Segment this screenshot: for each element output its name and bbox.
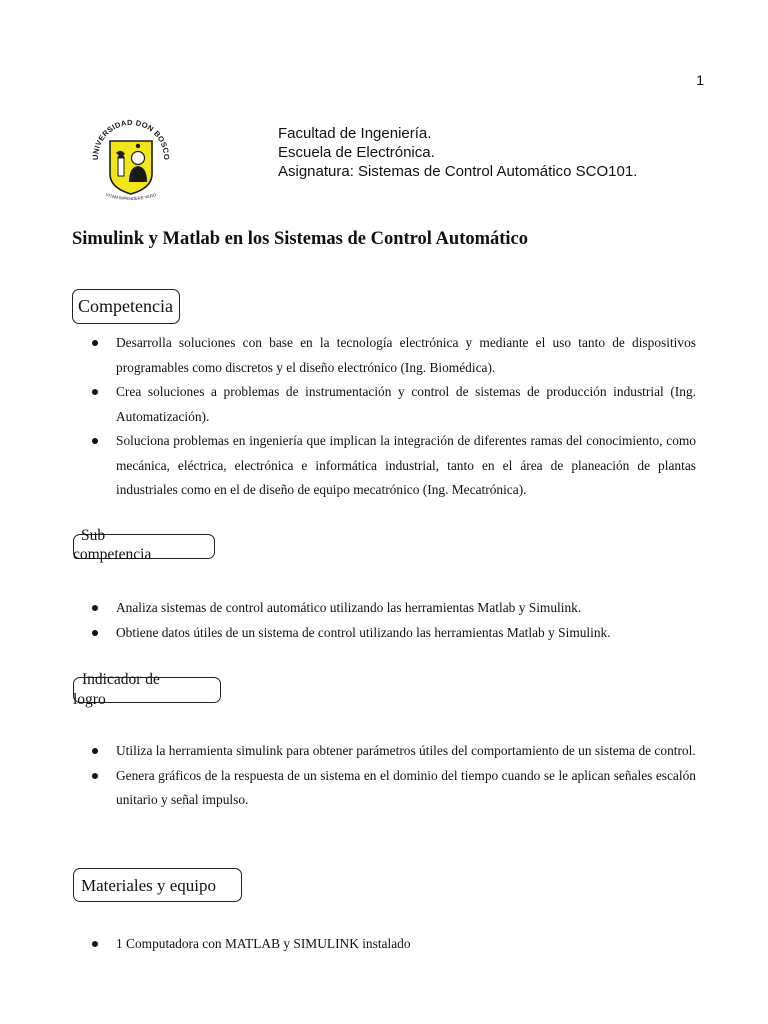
- page-number: 1: [696, 72, 704, 88]
- section-title-indicador-line1: Indicador de: [82, 671, 160, 688]
- list-item: Crea soluciones a problemas de instrumentación y control de sistemas de producción industrial (Ing. Automatización).: [92, 380, 696, 429]
- header-subject: Asignatura: Sistemas de Control Automático SCO101.: [278, 163, 638, 180]
- logo-bottom-text: VITAM IMPENDERE VERO: [105, 192, 157, 202]
- logo-head: [132, 152, 145, 165]
- list-item: Desarrolla soluciones con base en la tecnología electrónica y mediante el uso tanto de dispositivos programables como discretos y el diseño electrónico (Ing. Biomédica).: [92, 331, 696, 380]
- section-title-subcompetencia-line2: competencia: [73, 546, 152, 563]
- document-header: [278, 124, 637, 181]
- competencia-list: [92, 331, 696, 503]
- university-logo: [88, 108, 174, 208]
- list-item: Utiliza la herramienta simulink para obtener parámetros útiles del comportamiento de un sistema de control.: [92, 739, 696, 764]
- section-title-indicador-line2: logro: [73, 691, 106, 708]
- bullet-icon: [92, 340, 98, 346]
- bullet-icon: [92, 389, 98, 395]
- bullet-icon: [92, 630, 98, 636]
- header-school: Escuela de Electrónica.: [278, 144, 435, 161]
- list-item: Soluciona problemas en ingeniería que implican la integración de diferentes ramas del conocimiento, como mecánica, eléctrica, electrónica e informática industrial, tanto en el área de planeación de plantas industriales como en el de diseño de equipo mecatrónico (Ing. Mecatrónica).: [92, 429, 696, 503]
- list-item: Genera gráficos de la respuesta de un sistema en el dominio del tiempo cuando se le aplican señales escalón unitario y señal impulso.: [92, 764, 696, 813]
- document-title: Simulink y Matlab en los Sistemas de Control Automático: [72, 229, 529, 249]
- logo-shield: [110, 141, 152, 194]
- bullet-icon: [92, 941, 98, 947]
- bullet-icon: [92, 748, 98, 754]
- bullet-icon: [92, 773, 98, 779]
- logo-tower: [118, 158, 124, 176]
- header-faculty: Facultad de Ingeniería.: [278, 125, 432, 142]
- bullet-icon: [92, 438, 98, 444]
- logo-top-text: UNIVERSIDAD DON BOSCO: [90, 117, 172, 161]
- section-title-materiales: Materiales y equipo: [81, 876, 217, 895]
- list-item: Obtiene datos útiles de un sistema de control utilizando las herramientas Matlab y Simulink.: [92, 621, 696, 646]
- list-item: Analiza sistemas de control automático utilizando las herramientas Matlab y Simulink.: [92, 596, 696, 621]
- materiales-list: [92, 932, 696, 957]
- section-title-subcompetencia-line1: Sub: [81, 527, 106, 544]
- bullet-icon: [92, 605, 98, 611]
- subcompetencia-list: [92, 596, 696, 645]
- indicador-list: [92, 739, 696, 813]
- list-item: 1 Computadora con MATLAB y SIMULINK instalado: [92, 932, 696, 957]
- section-title-competencia: Competencia: [78, 296, 173, 316]
- logo-star: [136, 144, 140, 148]
